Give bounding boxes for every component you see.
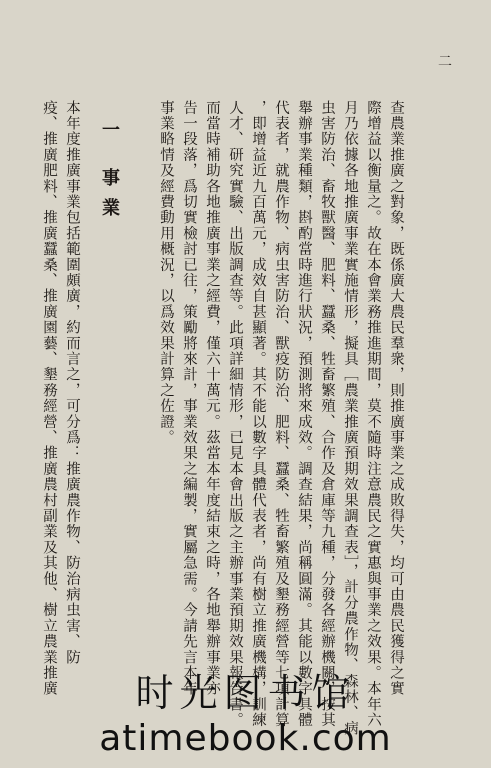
- text-column: 告一段落，爲切實檢討已往，策勵將來計，事業效果之編製，實屬急需。今請先言本年: [181, 100, 197, 697]
- text-column: 際增益以衡量之。故在本會業務推進期間，莫不隨時注意農民之實惠與事業之效果。本年六: [365, 100, 381, 728]
- text-column: 代表者，就農作物、病虫害防治、獸疫防治、肥料、蠶桑、牲畜繁殖及墾務經營等七項計算: [273, 100, 289, 728]
- text-column: ，即增益近九百萬元，成效自甚顯著。其不能以數字具體代表者，尚有樹立推廣機構，訓練: [250, 100, 266, 728]
- text-column: 虫害防治、畜牧獸醫、肥料、蠶桑、牲畜繁殖、合作及倉庫等九種，分發各經辦機關，按其: [319, 100, 335, 728]
- text-column: 查農業推廣之對象，既係廣大農民羣衆，則推廣事業之成敗得失，均可由農民獲得之實: [388, 100, 404, 697]
- section-heading: 一 事業: [99, 120, 120, 229]
- text-column: 本年度推廣事業包括範圍頗廣，約而言之，可分爲：推廣農作物、防治病虫害、防: [64, 100, 80, 666]
- text-column: 疫、推廣肥料、推廣蠶桑、推廣園藝、墾務經營、推廣農村副業及其他、樹立農業推廣: [41, 100, 57, 697]
- watermark-title: 时光图书馆: [135, 671, 356, 715]
- text-column: 舉辦事業種類，斟酌當時進行狀況，預測將來成效。調查結果，尚稱圓滿。其能以數字具體: [296, 100, 312, 728]
- text-column: 人才、研究實驗、出版調查等。此項詳細情形，已見本會出版之主辦事業預期效果報告書。: [227, 100, 243, 728]
- watermark-url: atimebook.com: [99, 718, 392, 759]
- text-column: 事業略情及經費動用概況，以爲效果計算之佐證。: [158, 100, 174, 446]
- page-number: 二: [438, 54, 452, 70]
- text-column: 而當時補助各地推廣事業之經費，僅六十萬元。茲當本年度結束之時，各地舉辦事業亦: [204, 100, 220, 697]
- text-column: 月乃依據各地推廣事業實施情形，擬具［農業推廣預期效果調查表］，計分農作物、森林、病: [342, 100, 358, 737]
